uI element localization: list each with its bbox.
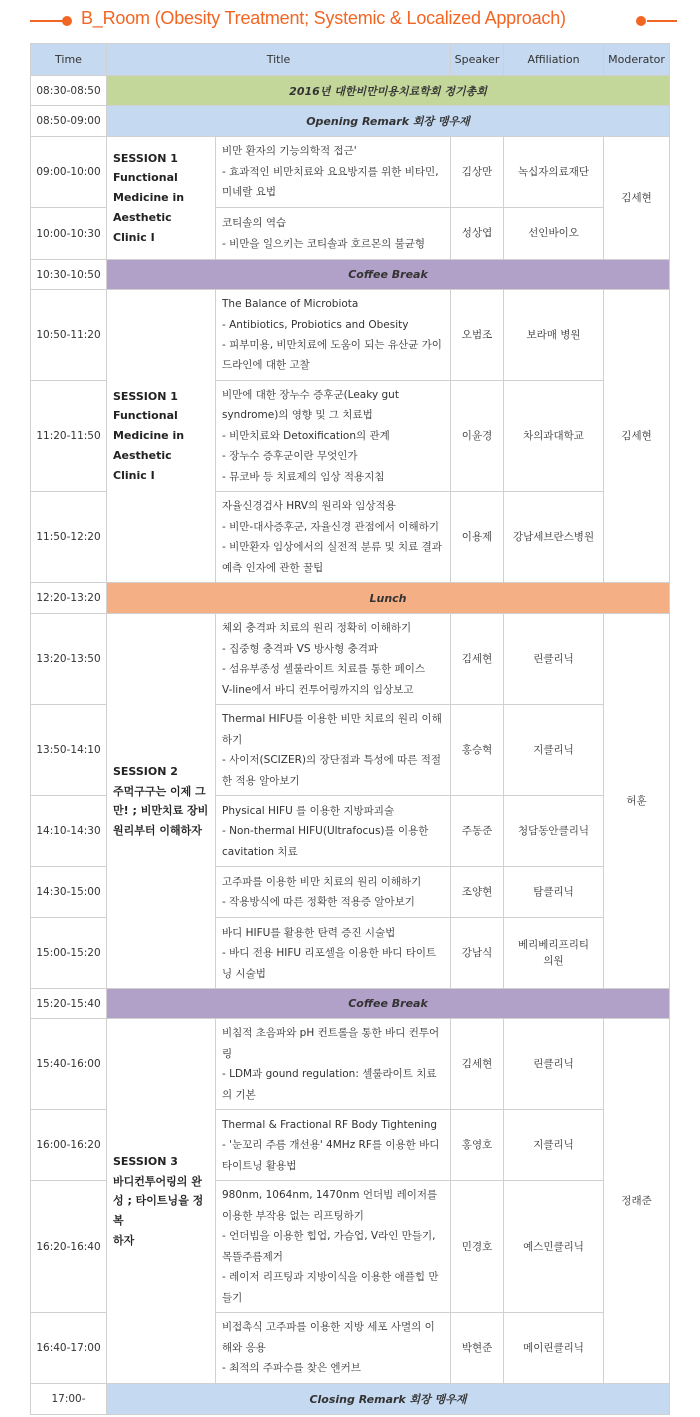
time-cell: 08:50-09:00 bbox=[31, 106, 107, 137]
affiliation-cell: 보라매 병원 bbox=[504, 290, 604, 381]
speaker-cell: 홍영호 bbox=[451, 1110, 504, 1181]
time-cell: 17:00- bbox=[31, 1384, 107, 1415]
band-label: Coffee Break bbox=[107, 989, 670, 1019]
affiliation-cell: 메이린클리닉 bbox=[504, 1313, 604, 1384]
affiliation-cell: 린클리닉 bbox=[504, 1019, 604, 1110]
moderator-cell: 김세현 bbox=[604, 137, 670, 260]
talk-title: 비만에 대한 장누수 증후군(Leaky gut syndrome)의 영향 및 그 치료법 - 비만치료와 Detoxification의 관계 - 장누수 증후군이란 무엇인가 - 뮤코바 등 치료제의 임상 적용지침 bbox=[216, 381, 451, 492]
time-cell: 09:00-10:00 bbox=[31, 137, 107, 208]
affiliation-cell: 지클리닉 bbox=[504, 1110, 604, 1181]
talk-title: 비만 환자의 기능의학적 접근' - 효과적인 비만치료와 요요방지를 위한 비타민, 미네랄 요법 bbox=[216, 137, 451, 208]
band-label: Coffee Break bbox=[107, 260, 670, 290]
time-cell: 10:50-11:20 bbox=[31, 290, 107, 381]
time-cell: 13:20-13:50 bbox=[31, 614, 107, 705]
page-heading bbox=[0, 0, 700, 40]
table-row bbox=[31, 290, 670, 381]
speaker-cell: 조양현 bbox=[451, 867, 504, 918]
band-label: Opening Remark 회장 맹우재 bbox=[107, 106, 670, 137]
affiliation-cell: 탐클리닉 bbox=[504, 867, 604, 918]
speaker-cell: 홍승혁 bbox=[451, 705, 504, 796]
time-cell: 15:20-15:40 bbox=[31, 989, 107, 1019]
band-label: Lunch bbox=[107, 583, 670, 614]
session-title: SESSION 1 Functional Medicine in Aesthetic Clinic I bbox=[107, 290, 216, 583]
band-row-lunch bbox=[31, 583, 670, 614]
table-header-row bbox=[31, 44, 670, 76]
talk-title: Physical HIFU 를 이용한 지방파괴술 - Non-thermal HIFU(Ultrafocus)를 이용한 cavitation 치료 bbox=[216, 796, 451, 867]
session-title: SESSION 3 바디컨투어링의 완 성 ; 타이트닝을 정복 하자 bbox=[107, 1019, 216, 1384]
table-row bbox=[31, 614, 670, 705]
talk-title: 바디 HIFU를 활용한 탄력 증진 시술법 - 바디 전용 HIFU 리포셀을 이용한 바디 타이트 닝 시술법 bbox=[216, 918, 451, 989]
time-cell: 10:30-10:50 bbox=[31, 260, 107, 290]
heading-bullet-icon bbox=[62, 16, 72, 26]
header-moderator: Moderator bbox=[604, 44, 670, 76]
table-row bbox=[31, 1019, 670, 1110]
affiliation-cell: 차의과대학교 bbox=[504, 381, 604, 492]
heading-bullet-icon bbox=[636, 16, 646, 26]
talk-title: 비침적 초음파와 pH 컨트롤을 통한 바디 컨투어 링 - LDM과 gound regulation: 셀룰라이트 치료 의 기본 bbox=[216, 1019, 451, 1110]
time-cell: 14:10-14:30 bbox=[31, 796, 107, 867]
speaker-cell: 김상만 bbox=[451, 137, 504, 208]
table-row bbox=[31, 137, 670, 208]
header-title: Title bbox=[107, 44, 451, 76]
band-row-general-meeting bbox=[31, 76, 670, 106]
header-affiliation: Affiliation bbox=[504, 44, 604, 76]
session-title: SESSION 1 Functional Medicine in Aesthetic Clinic I bbox=[107, 137, 216, 260]
header-time: Time bbox=[31, 44, 107, 76]
band-row-coffee-break bbox=[31, 989, 670, 1019]
band-row-coffee-break bbox=[31, 260, 670, 290]
room-title: B_Room (Obesity Treatment; Systemic & Localized Approach) bbox=[81, 8, 566, 28]
time-cell: 16:00-16:20 bbox=[31, 1110, 107, 1181]
time-cell: 16:20-16:40 bbox=[31, 1181, 107, 1313]
band-row-closing bbox=[31, 1384, 670, 1415]
session-title: SESSION 2 주먹구구는 이제 그 만! ; 비만치료 장비 원리부터 이해하자 bbox=[107, 614, 216, 989]
talk-title: 비접촉식 고주파를 이용한 지방 세포 사멸의 이 해와 응용 - 최적의 주파수를 찾은 엔커브 bbox=[216, 1313, 451, 1384]
time-cell: 14:30-15:00 bbox=[31, 867, 107, 918]
talk-title: 고주파를 이용한 비만 치료의 원리 이해하기 - 작용방식에 따른 정확한 적용증 알아보기 bbox=[216, 867, 451, 918]
talk-title: The Balance of Microbiota - Antibiotics, Probiotics and Obesity - 피부미용, 비만치료에 도움이 되는 유산균 가이 드라인에 대한 고찰 bbox=[216, 290, 451, 381]
header-speaker: Speaker bbox=[451, 44, 504, 76]
time-cell: 08:30-08:50 bbox=[31, 76, 107, 106]
speaker-cell: 오범조 bbox=[451, 290, 504, 381]
time-cell: 16:40-17:00 bbox=[31, 1313, 107, 1384]
talk-title: 체외 충격파 치료의 원리 정확히 이해하기 - 집중형 충격파 VS 방사형 충격파 - 섬유부종성 셀룰라이트 치료를 통한 페이스 V-line에서 바디 컨투어링까지의 임상보고 bbox=[216, 614, 451, 705]
talk-title: 980nm, 1064nm, 1470nm 언더빔 레이저를 이용한 부작용 없는 리프팅하기 - 언더빔을 이용한 힙업, 가슴업, V라인 만들기, 목뜰주름제거 - 레이저 리프팅과 지방이식을 이용한 애플힙 만 들기 bbox=[216, 1181, 451, 1313]
affiliation-cell: 선인바이오 bbox=[504, 208, 604, 260]
moderator-cell: 정래준 bbox=[604, 1019, 670, 1384]
speaker-cell: 박현준 bbox=[451, 1313, 504, 1384]
time-cell: 15:40-16:00 bbox=[31, 1019, 107, 1110]
time-cell: 11:20-11:50 bbox=[31, 381, 107, 492]
affiliation-cell: 린클리닉 bbox=[504, 614, 604, 705]
time-cell: 10:00-10:30 bbox=[31, 208, 107, 260]
speaker-cell: 주동준 bbox=[451, 796, 504, 867]
schedule-table bbox=[30, 43, 670, 1415]
affiliation-cell: 청담동안클리닉 bbox=[504, 796, 604, 867]
talk-title: 자율신경검사 HRV의 원리와 임상적용 - 비만-대사증후군, 자율신경 관점에서 이해하기 - 비만환자 임상에서의 실전적 분류 및 치료 결과 예측 인자에 관한 꿀팁 bbox=[216, 492, 451, 583]
time-cell: 15:00-15:20 bbox=[31, 918, 107, 989]
speaker-cell: 성상엽 bbox=[451, 208, 504, 260]
talk-title: Thermal & Fractional RF Body Tightening - '눈꼬리 주름 개선용' 4MHz RF를 이용한 바디 타이트닝 활용법 bbox=[216, 1110, 451, 1181]
time-cell: 11:50-12:20 bbox=[31, 492, 107, 583]
moderator-cell: 김세현 bbox=[604, 290, 670, 583]
talk-title: 코티솔의 역습 - 비만을 일으키는 코티솔과 호르몬의 불균형 bbox=[216, 208, 451, 260]
affiliation-cell: 강남세브란스병원 bbox=[504, 492, 604, 583]
speaker-cell: 이용제 bbox=[451, 492, 504, 583]
affiliation-cell: 예스민클리닉 bbox=[504, 1181, 604, 1313]
speaker-cell: 강남식 bbox=[451, 918, 504, 989]
band-row-opening bbox=[31, 106, 670, 137]
talk-title: Thermal HIFU를 이용한 비만 치료의 원리 이해 하기 - 사이저(SCIZER)의 장단점과 특성에 따른 적절 한 적용 알아보기 bbox=[216, 705, 451, 796]
time-cell: 12:20-13:20 bbox=[31, 583, 107, 614]
time-cell: 13:50-14:10 bbox=[31, 705, 107, 796]
moderator-cell: 허훈 bbox=[604, 614, 670, 989]
band-label: 2016년 대한비만미용치료학회 정기총회 bbox=[107, 76, 670, 106]
heading-line-right bbox=[647, 20, 677, 22]
affiliation-cell: 베리베리프리티의원 bbox=[504, 918, 604, 989]
speaker-cell: 김세현 bbox=[451, 614, 504, 705]
band-label: Closing Remark 회장 맹우재 bbox=[107, 1384, 670, 1415]
affiliation-cell: 녹십자의료재단 bbox=[504, 137, 604, 208]
speaker-cell: 김세현 bbox=[451, 1019, 504, 1110]
speaker-cell: 이윤경 bbox=[451, 381, 504, 492]
speaker-cell: 민경호 bbox=[451, 1181, 504, 1313]
affiliation-cell: 지클리닉 bbox=[504, 705, 604, 796]
